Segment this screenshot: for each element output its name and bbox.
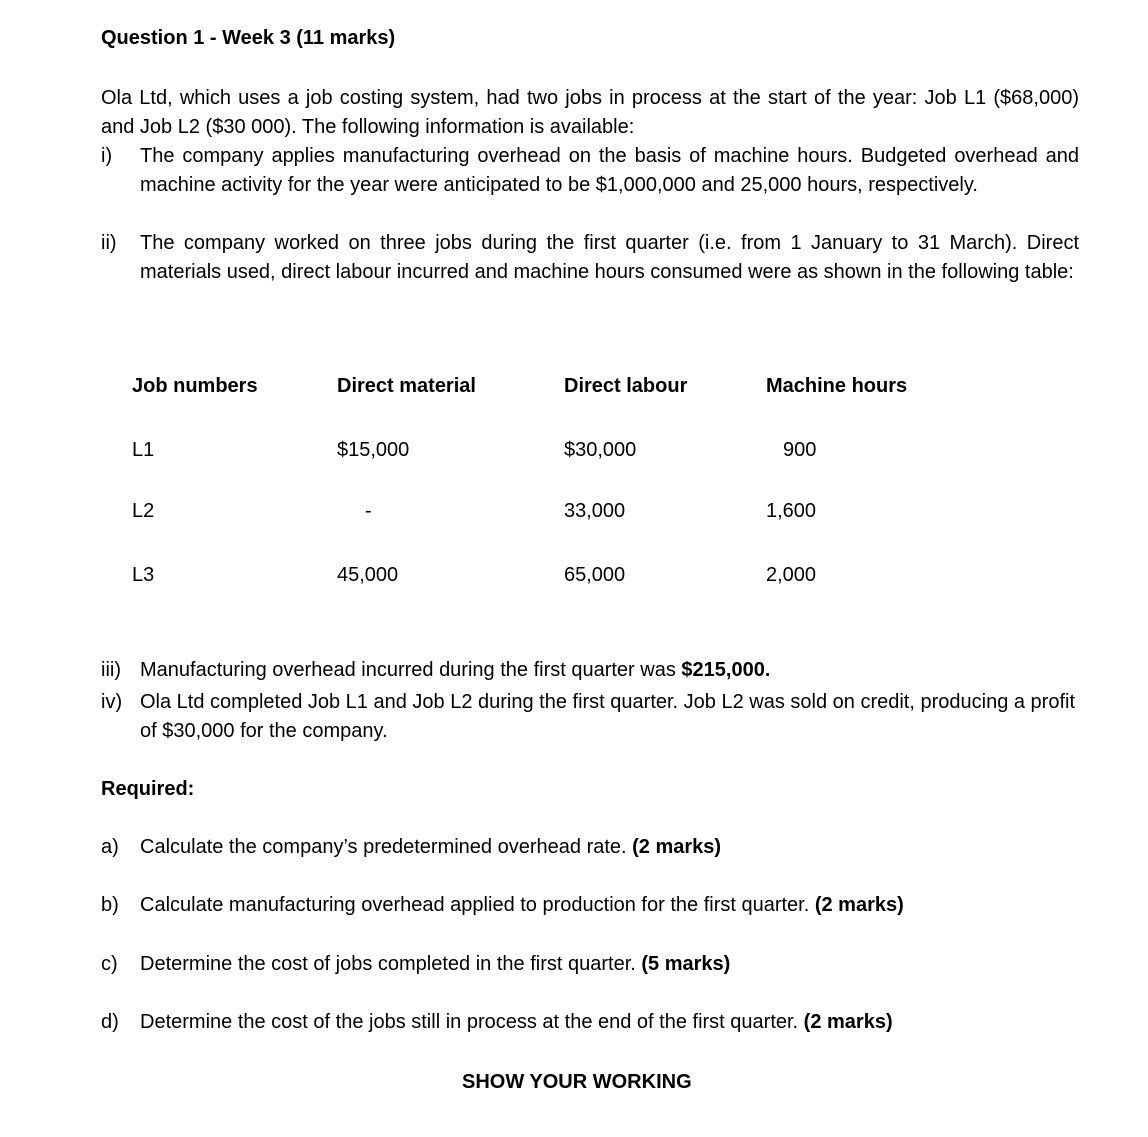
- cell-labour: 33,000: [564, 500, 626, 522]
- cell-material: 45,000: [337, 564, 399, 586]
- info-item-i: [101, 142, 1079, 200]
- cell-material: -: [365, 500, 372, 522]
- question-text: Calculate the company’s predetermined overhead rate.: [140, 836, 633, 858]
- cell-job: L3: [132, 564, 155, 586]
- cell-labour: $30,000: [564, 439, 637, 461]
- item-marker: i): [101, 145, 113, 167]
- cell-job: L1: [132, 439, 155, 461]
- item-marker: ii): [101, 232, 117, 254]
- item-text: Ola Ltd completed Job L1 and Job L2 during the first quarter. Job L2 was sold on credit, producing a profit of $30,000 for the company.: [140, 691, 1076, 742]
- question-marks: (2 marks): [803, 1011, 893, 1033]
- required-heading: Required:: [101, 778, 195, 800]
- question-text: Determine the cost of jobs completed in the first quarter.: [140, 953, 642, 975]
- header-direct-material: Direct material: [337, 375, 476, 397]
- cell-job: L2: [132, 500, 155, 522]
- item-text: Manufacturing overhead incurred during the first quarter was: [140, 659, 682, 681]
- cell-hours: 900: [783, 439, 817, 461]
- overhead-amount: $215,000.: [681, 659, 771, 681]
- question-c: [101, 950, 730, 979]
- question-text: Determine the cost of the jobs still in process at the end of the first quarter.: [140, 1011, 804, 1033]
- item-marker: iv): [101, 691, 123, 713]
- header-job-numbers: Job numbers: [132, 375, 258, 397]
- question-marker: b): [101, 894, 119, 916]
- question-title: Question 1 - Week 3 (11 marks): [101, 27, 396, 49]
- show-working-note: SHOW YOUR WORKING: [462, 1071, 692, 1093]
- item-marker: iii): [101, 659, 121, 681]
- question-marker: c): [101, 953, 118, 975]
- question-marks: (2 marks): [814, 894, 904, 916]
- info-item-iv: [101, 688, 1079, 746]
- question-marks: (5 marks): [641, 953, 731, 975]
- question-marks: (2 marks): [632, 836, 722, 858]
- info-item-iii: [101, 656, 1079, 685]
- question-text: Calculate manufacturing overhead applied to production for the first quarter.: [140, 894, 815, 916]
- question-marker: a): [101, 836, 119, 858]
- item-text: The company worked on three jobs during the first quarter (i.e. from 1 January to 31 March). Direct materials used, direct labour incurred and machine hours consumed were as shown in the following table:: [140, 232, 1079, 283]
- header-direct-labour: Direct labour: [564, 375, 688, 397]
- cell-labour: 65,000: [564, 564, 626, 586]
- question-marker: d): [101, 1011, 119, 1033]
- info-item-ii: [101, 229, 1079, 287]
- question-d: [101, 1008, 893, 1037]
- question-b: [101, 891, 904, 920]
- item-text: The company applies manufacturing overhead on the basis of machine hours. Budgeted overhead and machine activity for the year were anticipated to be $1,000,000 and 25,000 hours, respectively.: [140, 145, 1079, 196]
- cell-material: $15,000: [337, 439, 410, 461]
- header-machine-hours: Machine hours: [766, 375, 908, 397]
- cell-hours: 2,000: [766, 564, 817, 586]
- intro-paragraph: Ola Ltd, which uses a job costing system, had two jobs in process at the start of the year: Job L1 ($68,000) and Job L2 ($30 000). The following information is available:: [101, 87, 1079, 138]
- question-a: [101, 833, 721, 862]
- cell-hours: 1,600: [766, 500, 817, 522]
